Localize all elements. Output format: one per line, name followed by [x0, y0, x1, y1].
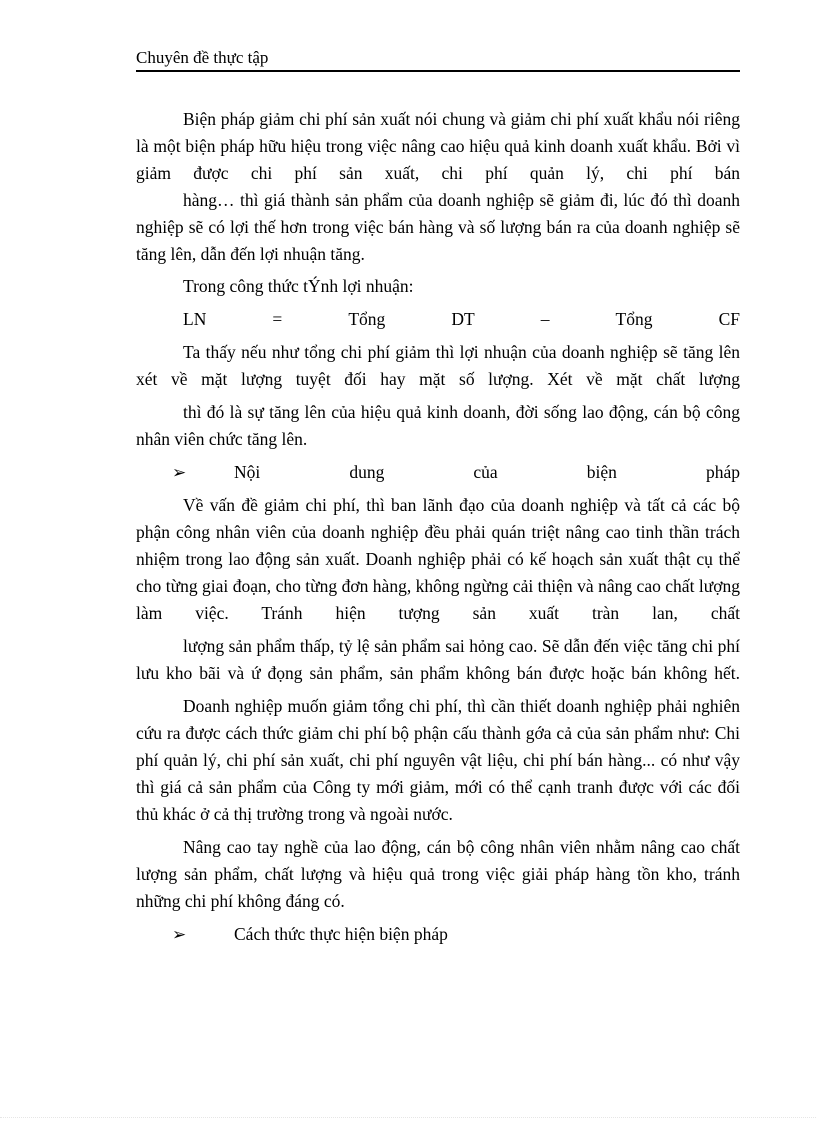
formula-ln: LN	[183, 309, 207, 329]
formula-equals: =	[272, 309, 283, 329]
bullet-item-method	[136, 921, 740, 948]
formula-cf: CF	[718, 309, 740, 329]
paragraph-5: thì đó là sự tăng lên của hiệu quả kinh doanh, đời sống lao động, cán bộ công nhân viên chức tăng lên.	[136, 402, 740, 449]
bullet-text-content	[234, 459, 740, 486]
bullet-item-content	[136, 459, 740, 486]
formula-dt: DT	[451, 309, 475, 329]
paragraph-4: Ta thấy nếu như tổng chi phí giảm thì lợi nhuận của doanh nghiệp sẽ tăng lên xét về mặt lượng tuyệt đối hay mặt số lượng. Xét về mặt chất lượng	[136, 342, 740, 389]
bullet-word: biện	[586, 462, 617, 482]
bullet-word: dung	[349, 462, 385, 482]
bullet-text-method: Cách thức thực hiện biện pháp	[234, 924, 448, 944]
paragraph-6: Về vấn đề giảm chi phí, thì ban lãnh đạo của doanh nghiệp và tất cả các bộ phận công nhân viên của doanh nghiệp đều phải quán triệt nâng cao tinh thần trách nhiệm trong lao động sản xuất. Doanh nghiệp phải có kế hoạch sản xuất thật cụ thể cho từng giai đoạn, cho từng đơn hàng, không ngừng cải thiện và nâng cao chất lượng làm việc. Tránh hiện tượng sản xuất tràn lan, chất	[136, 495, 740, 623]
formula-minus: –	[540, 309, 550, 329]
page-bottom-border	[0, 1117, 816, 1118]
paragraph-9: Nâng cao tay nghề của lao động, cán bộ công nhân viên nhằm nâng cao chất lượng sản phẩm, chất lượng và hiệu quả trong việc giải pháp hàng tồn kho, tránh những chi phí không đáng có.	[136, 837, 740, 911]
page-header	[136, 48, 740, 72]
bullet-word: của	[473, 462, 498, 482]
paragraph-8: Doanh nghiệp muốn giảm tổng chi phí, thì cần thiết doanh nghiệp phải nghiên cứu ra được cách thức giảm chi phí bộ phận cấu thành gớa cả của sản phẩm như: Chi phí quản lý, chi phí sản xuất, chi phí nguyên vật liệu, chi phí bán hàng... có như vậy thì giá cả sản phẩm của Công ty mới giảm, mới có thể cạnh tranh được với các đối thủ khác ở cả thị trường trong và ngoài nước.	[136, 696, 740, 824]
arrow-bullet-icon: ➢	[172, 463, 187, 482]
document-body	[136, 106, 740, 954]
formula-tong-1: Tổng	[348, 309, 386, 329]
header-title: Chuyên đề thực tập	[136, 48, 269, 67]
paragraph-7: lượng sản phẩm thấp, tỷ lệ sản phẩm sai hỏng cao. Sẽ dẫn đến việc tăng chi phí lưu kho bãi và ứ đọng sản phẩm, sản phẩm không bán được hoặc bán không hết.	[136, 636, 740, 683]
formula-tong-2: Tổng	[615, 309, 653, 329]
paragraph-1: Biện pháp giảm chi phí sản xuất nói chung và giảm chi phí xuất khẩu nói riêng là một biện pháp hữu hiệu trong việc nâng cao hiệu quả kinh doanh xuất khẩu. Bởi vì giảm được chi phí sản xuất, chi phí quản lý, chi phí bán	[136, 109, 740, 183]
bullet-word: pháp	[705, 462, 740, 482]
arrow-bullet-icon: ➢	[172, 925, 187, 944]
paragraph-2: hàng… thì giá thành sản phẩm của doanh nghiệp sẽ giảm đi, lúc đó thì doanh nghiệp sẽ có lợi thế hơn trong việc bán hàng và số lượng bán ra của doanh nghiệp sẽ tăng lên, dẫn đến lợi nhuận tăng.	[136, 190, 740, 264]
bullet-word: Nội	[234, 462, 261, 482]
profit-formula	[136, 306, 740, 333]
paragraph-3: Trong công thức tÝnh lợi nhuận:	[183, 276, 414, 296]
